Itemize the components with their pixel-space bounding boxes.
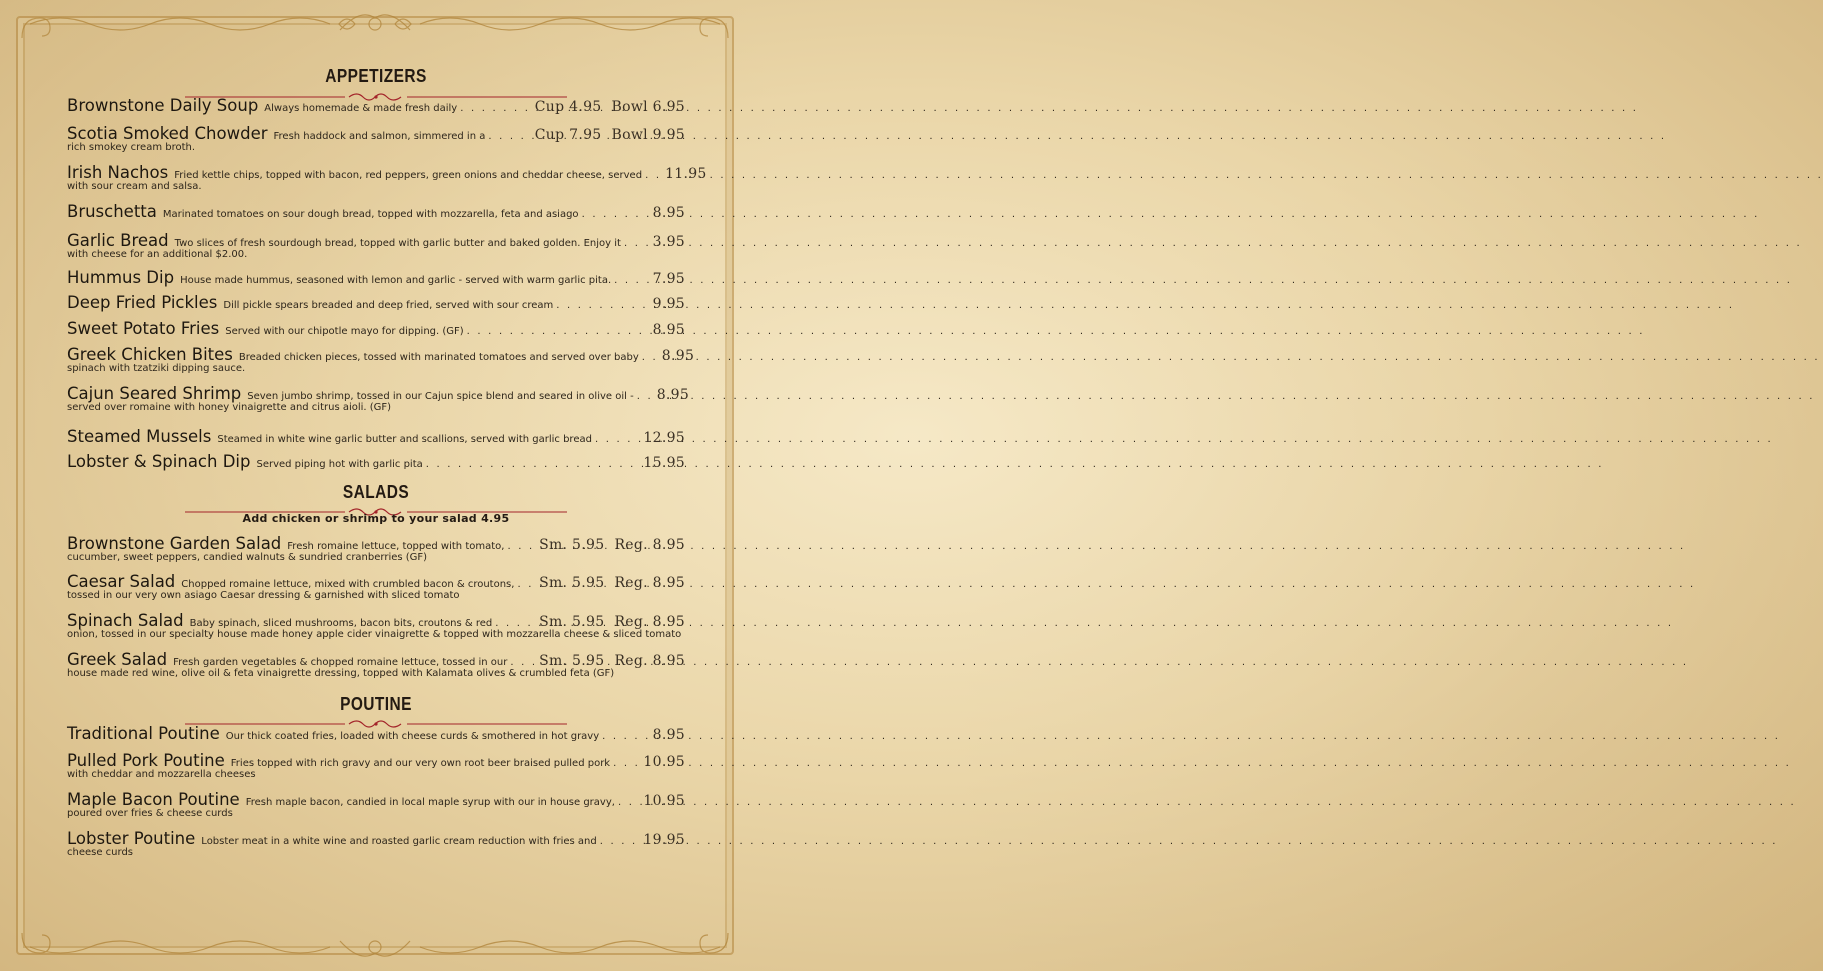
- menu-item-price: [643, 754, 685, 770]
- price-value: 8.95: [652, 205, 685, 221]
- dot-leader: [556, 300, 648, 311]
- menu-item-line: [67, 650, 685, 669]
- menu-item-price: [653, 234, 685, 250]
- menu-item-price: [653, 296, 685, 312]
- menu-item-price: [643, 455, 685, 471]
- dot-leader: [614, 275, 648, 286]
- menu-item-line: [67, 751, 685, 770]
- dot-leader: [507, 541, 535, 552]
- menu-item-name: Sweet Potato Fries: [67, 319, 220, 338]
- menu-item-line: [67, 427, 685, 446]
- price-value: 7.95: [652, 271, 685, 287]
- menu-item-name: Hummus Dip: [67, 268, 175, 287]
- menu-item-description: Fresh haddock and salmon, simmered in a: [273, 131, 486, 142]
- price-value: Cup 4.95: [534, 99, 602, 115]
- menu-item-name: Scotia Smoked Chowder: [67, 124, 268, 143]
- price-value: Reg. 8.95: [614, 575, 685, 591]
- menu-item-description: Our thick coated fries, loaded with cheese curds & smothered in hot gravy: [225, 731, 600, 742]
- menu-item-description-continued: onion, tossed in our specialty house made honey apple cider vinaigrette & topped with mozzarella cheese & sliced tomato: [67, 629, 682, 640]
- menu-item-name: Traditional Poutine: [67, 724, 220, 743]
- menu-item-line: [67, 790, 685, 809]
- menu-item-name: Greek Chicken Bites: [67, 345, 233, 364]
- price-value: Cup 7.95: [534, 127, 602, 143]
- dot-leader: [582, 209, 649, 220]
- dot-leader: [645, 170, 661, 181]
- price-value: 10.95: [643, 793, 685, 809]
- menu-item-line: [67, 293, 685, 312]
- menu-item-description: Fried kettle chips, topped with bacon, red peppers, green onions and cheddar cheese, served: [174, 170, 643, 181]
- menu-item: [67, 829, 685, 858]
- price-value: Reg. 8.95: [614, 537, 685, 553]
- menu-item-line: [67, 572, 685, 591]
- menu-item: [67, 572, 685, 601]
- menu-item: [67, 611, 685, 640]
- menu-item: [67, 231, 685, 260]
- bottom-scroll-ornament: [0, 927, 750, 967]
- menu-item-line: [67, 96, 685, 115]
- menu-item-name: Steamed Mussels: [67, 427, 212, 446]
- menu-item-description: Fresh romaine lettuce, topped with tomato,: [287, 541, 505, 552]
- menu-item-price: [539, 575, 685, 591]
- menu-item-line: [67, 384, 690, 403]
- menu-item-line: [67, 231, 685, 250]
- menu-item-description-continued: house made red wine, olive oil & feta vinaigrette dressing, topped with Kalamata olives & crumbled feta (GF): [67, 668, 615, 679]
- menu-item: [67, 751, 685, 780]
- menu-item: [67, 452, 685, 471]
- dot-leader: [618, 797, 639, 808]
- dot-leader: [510, 657, 535, 668]
- price-value: 12.95: [643, 430, 685, 446]
- menu-item-description-continued: with cheddar and mozzarella cheeses: [67, 769, 256, 780]
- menu-item-description: Marinated tomatoes on sour dough bread, topped with mozzarella, feta and asiago: [162, 209, 579, 220]
- section-title-salads: SALADS: [342, 482, 410, 502]
- dot-leader: [602, 731, 648, 742]
- menu-item: [67, 534, 685, 563]
- dot-leader: [426, 459, 640, 470]
- menu-item-description: House made hummus, seasoned with lemon and garlic - served with warm garlic pita.: [180, 275, 612, 286]
- menu-item: [67, 96, 685, 115]
- menu-item-description: Chopped romaine lettuce, mixed with crumbled bacon & croutons,: [181, 579, 515, 590]
- dot-leader: [467, 326, 649, 337]
- menu-item-name: Brownstone Garden Salad: [67, 534, 282, 553]
- menu-item-price: [665, 166, 707, 182]
- menu-item-price: [539, 614, 685, 630]
- menu-item-line: [67, 319, 685, 338]
- price-value: 9.95: [652, 296, 685, 312]
- menu-item-name: Lobster & Spinach Dip: [67, 452, 251, 471]
- section-subtitle: Add chicken or shrimp to your salad 4.95: [242, 512, 510, 525]
- menu-item-line: [67, 268, 685, 287]
- menu-item-description: Fries topped with rich gravy and our very own root beer braised pulled pork: [230, 758, 611, 769]
- menu-item-description: Steamed in white wine garlic butter and scallions, served with garlic bread: [217, 434, 592, 445]
- menu-item-line: [67, 611, 685, 630]
- dot-leader: [495, 618, 535, 629]
- price-value: 10.95: [643, 754, 685, 770]
- menu-item-description-continued: with cheese for an additional $2.00.: [67, 249, 248, 260]
- menu-item: [67, 202, 685, 221]
- menu-item-line: [67, 202, 685, 221]
- menu-item-price: [535, 127, 685, 143]
- menu-item: [67, 724, 685, 743]
- menu-item-line: [67, 345, 695, 364]
- price-value: 19.95: [643, 832, 685, 848]
- menu-item-line: [67, 163, 707, 182]
- menu-item-name: Bruschetta: [67, 202, 157, 221]
- price-value: 15.95: [643, 455, 685, 471]
- menu-item-price: [653, 271, 685, 287]
- menu-item: [67, 345, 695, 374]
- menu-item-price: [535, 99, 685, 115]
- price-value: 11.95: [665, 166, 707, 182]
- menu-item: [67, 163, 707, 192]
- menu-item-name: Maple Bacon Poutine: [67, 790, 240, 809]
- menu-item-price: [662, 348, 694, 364]
- menu-item-description-continued: poured over fries & cheese curds: [67, 808, 233, 819]
- menu-item-description-continued: rich smokey cream broth.: [67, 142, 196, 153]
- menu-item-name: Deep Fried Pickles: [67, 293, 218, 312]
- menu-item-name: Caesar Salad: [67, 572, 176, 591]
- price-value: 8.95: [652, 727, 685, 743]
- menu-item-description: Two slices of fresh sourdough bread, topped with garlic butter and baked golden. Enjoy it: [174, 238, 621, 249]
- dot-leader: [642, 352, 658, 363]
- menu-item-name: Greek Salad: [67, 650, 168, 669]
- top-scroll-ornament: [0, 4, 750, 44]
- menu-item-description: Baby spinach, sliced mushrooms, bacon bits, croutons & red: [189, 618, 493, 629]
- menu-item-name: Spinach Salad: [67, 611, 184, 630]
- price-value: 3.95: [652, 234, 685, 250]
- menu-item-price: [643, 832, 685, 848]
- price-value: Sm. 5.95: [539, 575, 605, 591]
- section-divider-ornament: [185, 502, 567, 512]
- menu-item-description: Fresh garden vegetables & chopped romaine lettuce, tossed in our: [173, 657, 508, 668]
- menu-item-description: Served piping hot with garlic pita: [256, 459, 423, 470]
- menu-item: [67, 790, 685, 819]
- menu-item: [67, 319, 685, 338]
- menu-item-description-continued: tossed in our very own asiago Caesar dressing & garnished with sliced tomato: [67, 590, 460, 601]
- menu-item-description-continued: with sour cream and salsa.: [67, 181, 202, 192]
- menu-item-name: Pulled Pork Poutine: [67, 751, 225, 770]
- menu-item: [67, 124, 685, 153]
- menu-item-name: Irish Nachos: [67, 163, 169, 182]
- menu-item-description: Always homemade & made fresh daily: [264, 103, 458, 114]
- menu-item-price: [653, 322, 685, 338]
- menu-item: [67, 650, 685, 679]
- menu-item-line: [67, 724, 685, 743]
- dot-leader: [613, 758, 639, 769]
- menu-item-line: [67, 534, 685, 553]
- dot-leader: [488, 131, 530, 142]
- dot-leader: [637, 391, 653, 402]
- menu-item-price: [657, 387, 689, 403]
- menu-item-name: Lobster Poutine: [67, 829, 196, 848]
- price-value: Reg. 8.95: [614, 653, 685, 669]
- menu-item-price: [539, 653, 685, 669]
- menu-item-description: Breaded chicken pieces, tossed with marinated tomatoes and served over baby: [238, 352, 639, 363]
- price-value: 8.95: [656, 387, 690, 403]
- menu-item-name: Garlic Bread: [67, 231, 169, 250]
- menu-item-name: Cajun Seared Shrimp: [67, 384, 242, 403]
- menu-item-description-continued: cucumber, sweet peppers, candied walnuts & sundried cranberries (GF): [67, 552, 428, 563]
- section-divider-ornament: [185, 714, 567, 724]
- price-value: Sm. 5.95: [539, 653, 605, 669]
- menu-item: [67, 427, 685, 446]
- menu-item-description: Dill pickle spears breaded and deep fried, served with sour cream: [223, 300, 554, 311]
- price-value: Sm. 5.95: [539, 614, 605, 630]
- menu-item-description: Fresh maple bacon, candied in local maple syrup with our in house gravy,: [245, 797, 615, 808]
- menu-item-name: Brownstone Daily Soup: [67, 96, 259, 115]
- menu-item-line: [67, 452, 685, 471]
- menu-item-price: [539, 537, 685, 553]
- menu-item-line: [67, 124, 685, 143]
- menu-item-price: [643, 430, 685, 446]
- menu-item-price: [643, 793, 685, 809]
- menu-item: [67, 268, 685, 287]
- dot-leader: [600, 836, 640, 847]
- dot-leader: [624, 238, 649, 249]
- price-value: Bowl 6.95: [611, 99, 685, 115]
- menu-item: [67, 384, 690, 413]
- dot-leader: [460, 103, 531, 114]
- menu-item-price: [653, 727, 685, 743]
- menu-item-price: [653, 205, 685, 221]
- menu-item-description-continued: served over romaine with honey vinaigrette and citrus aioli. (GF): [67, 402, 392, 413]
- price-value: 8.95: [652, 322, 685, 338]
- menu-item-description: Lobster meat in a white wine and roasted garlic cream reduction with fries and: [201, 836, 597, 847]
- dot-leader: [595, 434, 639, 445]
- menu-item-description: Seven jumbo shrimp, tossed in our Cajun spice blend and seared in olive oil -: [247, 391, 634, 402]
- menu-item-description-continued: cheese curds: [67, 847, 134, 858]
- menu-item: [67, 293, 685, 312]
- menu-item-description-continued: spinach with tzatziki dipping sauce.: [67, 363, 246, 374]
- price-value: Sm. 5.95: [539, 537, 605, 553]
- section-title-poutine: POUTINE: [340, 694, 412, 714]
- menu-item-description: Served with our chipotle mayo for dipping. (GF): [225, 326, 464, 337]
- menu-item-line: [67, 829, 685, 848]
- price-value: 8.95: [661, 348, 695, 364]
- section-title-appetizers: APPETIZERS: [325, 66, 427, 86]
- price-value: Bowl 9.95: [611, 127, 685, 143]
- dot-leader: [517, 579, 535, 590]
- price-value: Reg. 8.95: [614, 614, 685, 630]
